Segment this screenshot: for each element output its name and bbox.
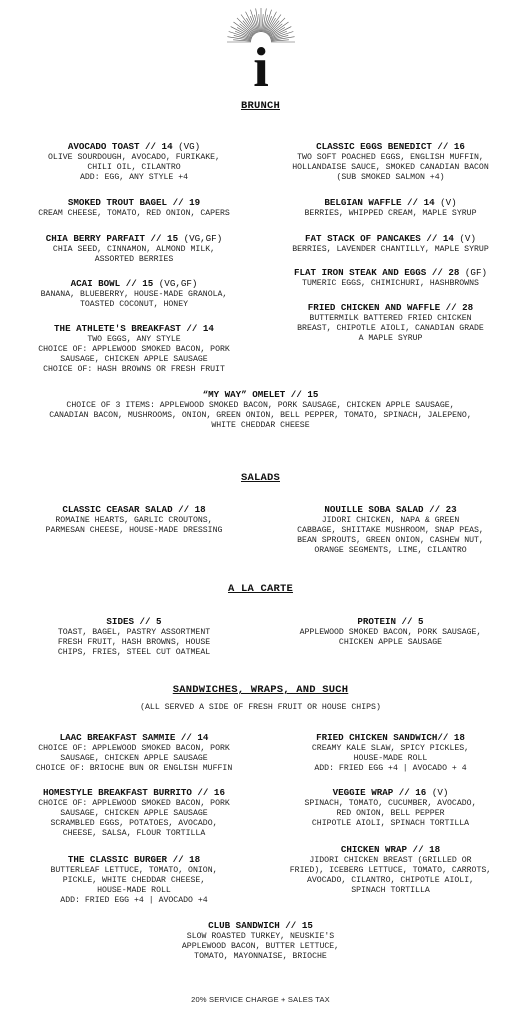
menu-item-classic-burger bbox=[8, 855, 260, 906]
item-name: CLASSIC EGGS BENEDICT // 16 bbox=[316, 141, 465, 152]
item-description: ROMAINE HEARTS, GARLIC CROUTONS, PARMESAN CHEESE, HOUSE-MADE DRESSING bbox=[45, 515, 223, 535]
item-name: FAT STACK OF PANCAKES // 14 bbox=[305, 233, 454, 244]
menu-item-flat-iron-steak bbox=[268, 268, 513, 289]
menu-item-smoked-trout-bagel bbox=[8, 198, 260, 219]
item-description: CREAM CHEESE, TOMATO, RED ONION, CAPERS bbox=[38, 208, 230, 218]
item-name: ACAI BOWL // 15 bbox=[70, 278, 154, 289]
item-name: BELGIAN WAFFLE // 14 bbox=[324, 197, 435, 208]
menu-item-club-sandwich bbox=[0, 921, 521, 962]
section-title-a-la-carte: A LA CARTE bbox=[227, 583, 293, 595]
item-description: BERRIES, WHIPPED CREAM, MAPLE SYRUP bbox=[304, 208, 477, 218]
item-name: NOUILLE SOBA SALAD // 23 bbox=[324, 504, 457, 515]
item-description: SPINACH, TOMATO, CUCUMBER, AVOCADO, RED ONION, BELL PEPPER CHIPOTLE AIOLI, SPINACH TORTILLA bbox=[304, 798, 477, 828]
menu-item-chicken-wrap bbox=[268, 845, 513, 896]
item-description: SLOW ROASTED TURKEY, NEUSKIE'S APPLEWOOD BACON, BUTTER LETTUCE, TOMATO, MAYONNAISE, BRIOCHE bbox=[181, 931, 340, 961]
item-name: “MY WAY” OMELET // 15 bbox=[202, 389, 319, 400]
menu-item-laac-breakfast-sammie bbox=[8, 733, 260, 774]
section-title-sandwiches: SANDWICHES, WRAPS, AND SUCH bbox=[172, 684, 349, 696]
item-name: AVOCADO TOAST // 14 bbox=[67, 141, 173, 152]
item-tag: (V) bbox=[440, 197, 457, 208]
menu-item-breakfast-burrito bbox=[8, 788, 260, 839]
item-description: TUMERIC EGGS, CHIMICHURI, HASHBROWNS bbox=[302, 278, 479, 288]
item-name: LAAC BREAKFAST SAMMIE // 14 bbox=[59, 732, 209, 743]
item-name: FLAT IRON STEAK AND EGGS // 28 bbox=[294, 267, 460, 278]
item-tag: (V) bbox=[431, 787, 449, 798]
menu-item-pancakes bbox=[268, 234, 513, 255]
menu-item-chia-berry-parfait bbox=[8, 234, 260, 265]
item-tag: (GF) bbox=[464, 267, 487, 278]
menu-item-fried-chicken-sandwich bbox=[268, 733, 513, 774]
item-description: CHOICE OF 3 ITEMS: APPLEWOOD SMOKED BACON, PORK SAUSAGE, CHICKEN APPLE SAUSAGE, CANADIAN BACON, MUSHROOMS, ONION, GREEN ONION, BELL PEPPER, TOMATO, SPINACH, JALEPENO, WHITE CHEDDAR CHEESE bbox=[49, 400, 472, 430]
item-description: BERRIES, LAVENDER CHANTILLY, MAPLE SYRUP bbox=[292, 244, 489, 254]
item-description: JIDORI CHICKEN, NAPA & GREEN CABBAGE, SHIITAKE MUSHROOM, SNAP PEAS, BEAN SPROUTS, GREEN ONION, CASHEW NUT, ORANGE SEGMENTS, LIME, CILANTRO bbox=[297, 515, 484, 555]
item-name: CHIA BERRY PARFAIT // 15 bbox=[45, 233, 179, 244]
item-name: CLASSIC CEASAR SALAD // 18 bbox=[62, 504, 206, 515]
item-name: THE CLASSIC BURGER // 18 bbox=[67, 854, 201, 865]
item-tag: (VG,GF) bbox=[158, 278, 198, 289]
menu-item-protein bbox=[268, 617, 513, 648]
item-name: CLUB SANDWICH // 15 bbox=[208, 920, 313, 931]
item-description: BANANA, BLUEBERRY, HOUSE-MADE GRANOLA, TOASTED COCONUT, HONEY bbox=[40, 289, 228, 309]
item-description: OLIVE SOURDOUGH, AVOCADO, FURIKAKE, CHILI OIL, CILANTRO ADD: EGG, ANY STYLE +4 bbox=[48, 152, 220, 182]
sunburst-logo-icon bbox=[224, 6, 298, 90]
menu-item-my-way-omelet bbox=[0, 390, 521, 431]
item-name: VEGGIE WRAP // 16 bbox=[332, 787, 427, 798]
menu-item-eggs-benedict bbox=[268, 142, 513, 183]
item-description: CHOICE OF: APPLEWOOD SMOKED BACON, PORK SAUSAGE, CHICKEN APPLE SAUSAGE CHOICE OF: BRIOCHE BUN OR ENGLISH MUFFIN bbox=[35, 743, 233, 773]
menu-item-fried-chicken-waffle bbox=[268, 303, 513, 344]
item-tag: (VG) bbox=[178, 141, 201, 152]
item-description: BUTTERMILK BATTERED FRIED CHICKEN BREAST, CHIPOTLE AIOLI, CANADIAN GRADE A MAPLE SYRUP bbox=[297, 313, 484, 343]
menu-item-belgian-waffle bbox=[268, 198, 513, 219]
item-name: FRIED CHICKEN AND WAFFLE // 28 bbox=[307, 302, 474, 313]
item-name: CHICKEN WRAP // 18 bbox=[340, 844, 441, 855]
menu-item-athletes-breakfast bbox=[8, 324, 260, 375]
item-name: FRIED CHICKEN SANDWICH// 18 bbox=[316, 732, 465, 743]
section-title-salads: SALADS bbox=[240, 472, 280, 484]
menu-item-sides bbox=[8, 617, 260, 658]
item-tag: (V) bbox=[459, 233, 476, 244]
item-name: HOMESTYLE BREAKFAST BURRITO // 16 bbox=[43, 787, 225, 798]
item-tag: (VG,GF) bbox=[183, 233, 223, 244]
item-name: THE ATHLETE'S BREAKFAST // 14 bbox=[54, 323, 214, 334]
item-name: PROTEIN // 5 bbox=[357, 616, 424, 627]
item-description: TOAST, BAGEL, PASTRY ASSORTMENT FRESH FRUIT, HASH BROWNS, HOUSE CHIPS, FRIES, STEEL CUT OATMEAL bbox=[57, 627, 211, 657]
item-name: SMOKED TROUT BAGEL // 19 bbox=[67, 197, 201, 208]
item-description: CHOICE OF: APPLEWOOD SMOKED BACON, PORK SAUSAGE, CHICKEN APPLE SAUSAGE SCRAMBLED EGGS, POTATOES, AVOCADO, CHEESE, SALSA, FLOUR TORTILLA bbox=[38, 798, 230, 838]
item-description: CHIA SEED, CINNAMON, ALMOND MILK, ASSORTED BERRIES bbox=[52, 244, 216, 264]
menu-item-soba-salad bbox=[268, 505, 513, 556]
item-description: BUTTERLEAF LETTUCE, TOMATO, ONION, PICKLE, WHITE CHEDDAR CHEESE, HOUSE-MADE ROLL ADD: FRIED EGG +4 | AVOCADO +4 bbox=[50, 865, 218, 905]
item-description: CREAMY KALE SLAW, SPICY PICKLES, HOUSE-MADE ROLL ADD: FRIED EGG +4 | AVOCADO + 4 bbox=[311, 743, 470, 773]
section-title-brunch: BRUNCH bbox=[240, 100, 280, 112]
item-description: TWO SOFT POACHED EGGS, ENGLISH MUFFIN, HOLLANDAISE SAUCE, SMOKED CANADIAN BACON (SUB SMOKED SALMON +4) bbox=[292, 152, 489, 182]
logo-letter: i bbox=[253, 37, 269, 90]
item-description: APPLEWOOD SMOKED BACON, PORK SAUSAGE, CHICKEN APPLE SAUSAGE bbox=[299, 627, 482, 647]
menu-item-ceasar-salad bbox=[8, 505, 260, 536]
menu-item-acai-bowl bbox=[8, 279, 260, 310]
service-charge-note: 20% SERVICE CHARGE + SALES TAX bbox=[191, 995, 330, 1004]
menu-item-avocado-toast bbox=[8, 142, 260, 183]
item-description: JIDORI CHICKEN BREAST (GRILLED OR FRIED), ICEBERG LETTUCE, TOMATO, CARROTS, AVOCADO, CILANTRO, CHIPOTLE AIOLI, SPINACH TORTILLA bbox=[289, 855, 492, 895]
item-name: SIDES // 5 bbox=[106, 616, 162, 627]
sandwiches-note: (ALL SERVED A SIDE OF FRESH FRUIT OR HOUSE CHIPS) bbox=[140, 703, 381, 712]
menu-item-veggie-wrap bbox=[268, 788, 513, 829]
item-description: TWO EGGS, ANY STYLE CHOICE OF: APPLEWOOD SMOKED BACON, PORK SAUSAGE, CHICKEN APPLE SAUSAGE CHOICE OF: HASH BROWNS OR FRESH FRUIT bbox=[38, 334, 230, 374]
